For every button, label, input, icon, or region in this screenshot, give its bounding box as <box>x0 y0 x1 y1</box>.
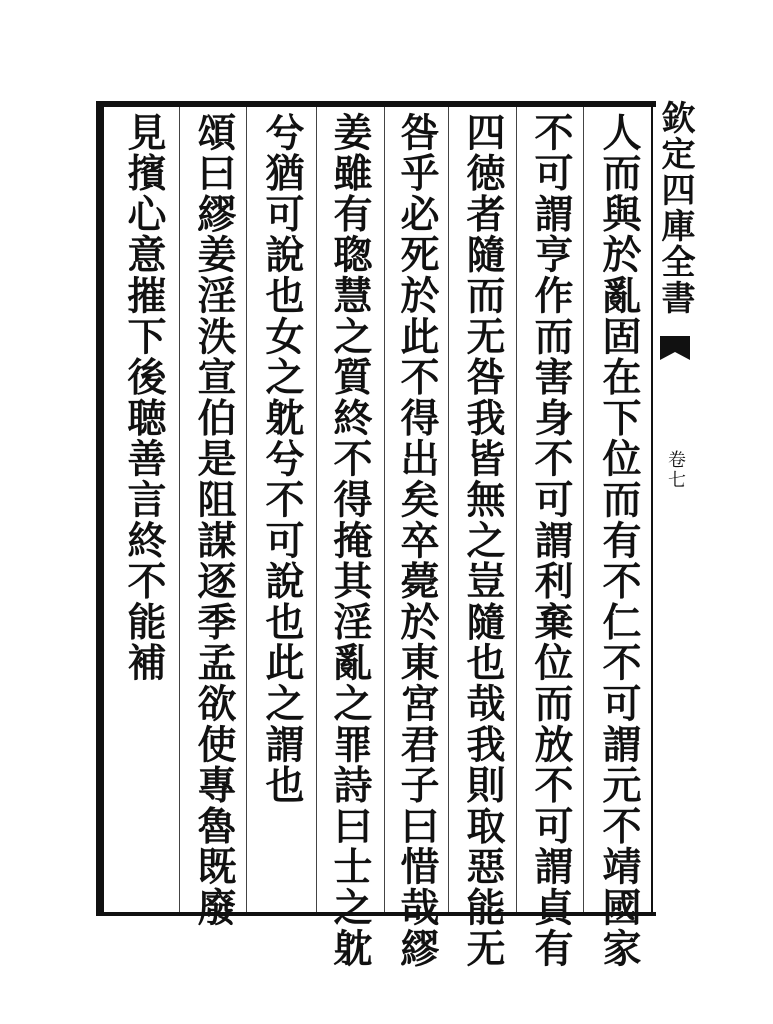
book-title: 欽定四庫全書 <box>655 100 695 316</box>
frame-right-border <box>651 101 653 916</box>
column-rule <box>316 107 317 912</box>
text-column-4: 咎乎必死於此不得出矣卒薨於東宮君子曰惜哉繆 <box>394 112 440 969</box>
column-rule <box>448 107 449 912</box>
text-column-2: 不可謂亨作而害身不可謂利棄位而放不可謂貞有 <box>528 112 574 969</box>
text-column-7: 頌曰繆姜淫泆宣伯是阻謀逐季孟欲使專魯既廢 <box>191 112 237 928</box>
frame-top-border <box>96 101 656 107</box>
text-column-6: 兮猶可說也女之躭兮不可說也此之謂也 <box>259 112 305 806</box>
column-rule <box>384 107 385 912</box>
volume-label: 卷七 <box>665 450 686 490</box>
column-rule <box>583 107 584 912</box>
frame-left-border <box>96 101 104 916</box>
column-rule <box>246 107 247 912</box>
text-column-8: 見擯心意摧下後聴善言終不能補 <box>121 112 167 684</box>
column-rule <box>179 107 180 912</box>
text-column-1: 人而與於亂固在下位而有不仁不可謂元不靖國家 <box>596 112 642 969</box>
text-column-5: 姜雖有聦慧之質終不得掩其淫亂之罪詩曰士之躭 <box>327 112 373 969</box>
fish-tail-mark <box>660 336 690 352</box>
column-rule <box>516 107 517 912</box>
text-column-3: 四徳者隨而无咎我皆無之豈隨也哉我則取惡能无 <box>460 112 506 969</box>
